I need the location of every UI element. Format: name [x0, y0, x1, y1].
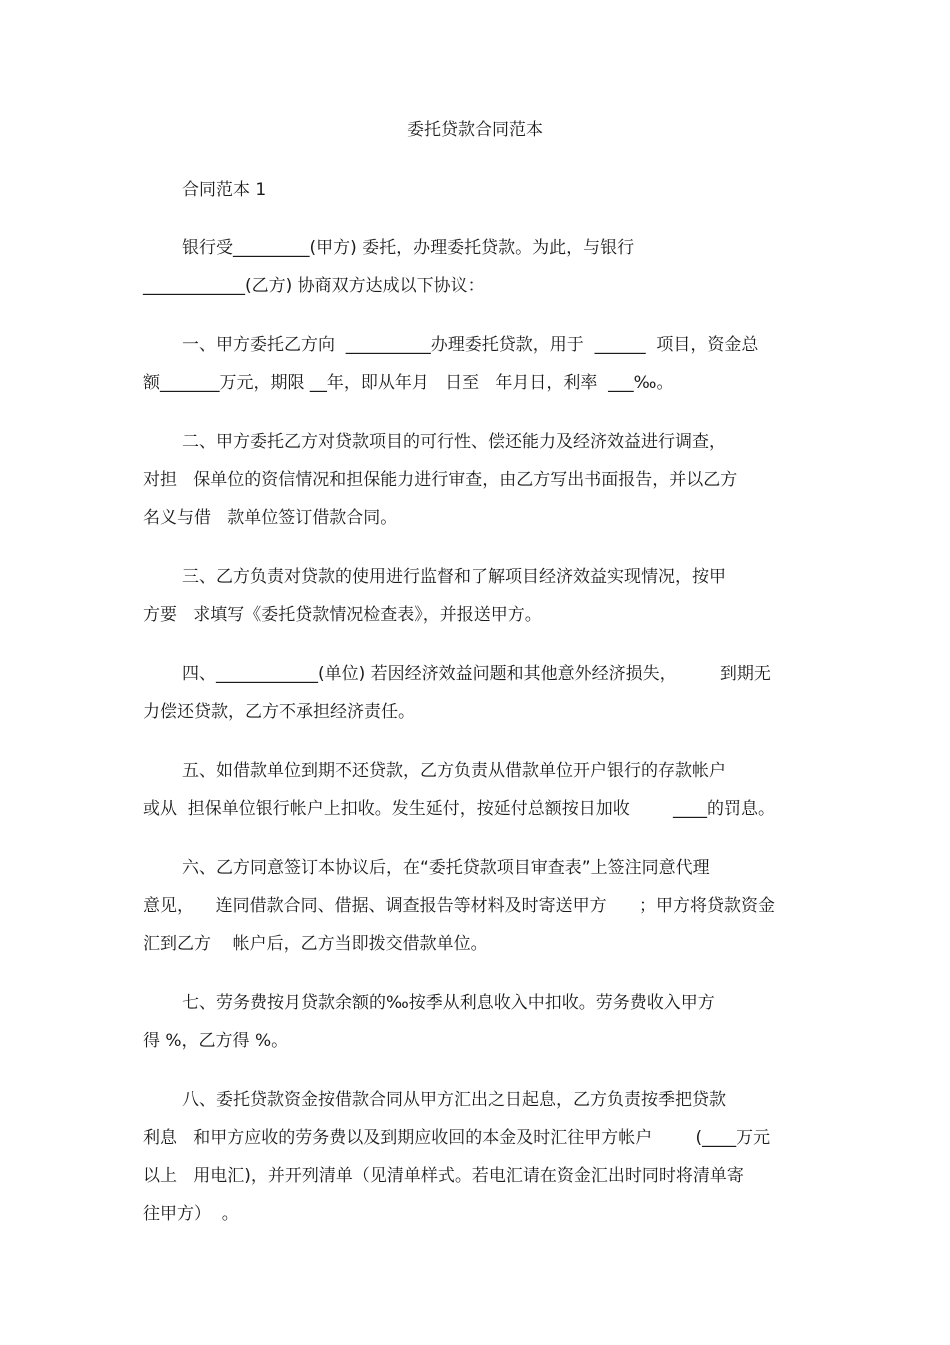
clause-6-line-3: 汇到乙方 帐户后，乙方当即拨交借款单位。: [143, 934, 488, 954]
clause-5-line-2: 或从 担保单位银行帐户上扣收。发生延付，按延付总额按日加收 ____的罚息。: [143, 799, 776, 819]
clause-1-line-1: 一、甲方委托乙方向 __________办理委托贷款，用于 ______ 项目，资金总: [182, 335, 759, 355]
clause-8-line-2: 利息 和甲方应收的劳务费以及到期应收回的本金及时汇往甲方帐户 (____万元: [143, 1128, 771, 1148]
subtitle: 合同范本 1: [182, 180, 267, 200]
clause-2-line-3: 名义与借 款单位签订借款合同。: [143, 508, 398, 528]
clause-1-line-2: 额_______万元，期限 __年，即从年月 日至 年月日，利率 ___‰。: [143, 373, 674, 393]
clause-2-line-2: 对担 保单位的资信情况和担保能力进行审查，由乙方写出书面报告，并以乙方: [143, 470, 738, 490]
clause-3-line-2: 方要 求填写《委托贷款情况检查表》，并报送甲方。: [143, 605, 542, 625]
clause-2-line-1: 二、甲方委托乙方对贷款项目的可行性、偿还能力及经济效益进行调查，: [182, 432, 726, 452]
clause-8-line-4: 往甲方） 。: [143, 1204, 239, 1224]
intro-line-1: 银行受_________(甲方) 委托，办理委托贷款。为此，与银行: [182, 238, 635, 258]
document-title: 委托贷款合同范本: [407, 120, 543, 140]
clause-6-line-2: 意见， 连同借款合同、借据、调查报告等材料及时寄送甲方 ；甲方将贷款资金: [143, 896, 776, 916]
clause-6-line-1: 六、乙方同意签订本协议后，在“委托贷款项目审查表”上签注同意代理: [182, 858, 710, 878]
clause-7-line-2: 得 %，乙方得 %。: [143, 1031, 289, 1051]
clause-8-line-1: 八、委托贷款资金按借款合同从甲方汇出之日起息，乙方负责按季把贷款: [182, 1090, 726, 1110]
clause-4-line-1: 四、____________(单位) 若因经济效益问题和其他意外经济损失， 到期无: [182, 664, 771, 684]
clause-4-line-2: 力偿还贷款，乙方不承担经济责任。: [143, 702, 415, 722]
clause-7-line-1: 七、劳务费按月贷款余额的‰按季从利息收入中扣收。劳务费收入甲方: [182, 993, 715, 1013]
intro-line-2: ____________(乙方) 协商双方达成以下协议：: [143, 276, 485, 296]
clause-8-line-3: 以上 用电汇)，并开列清单（见清单样式。若电汇请在资金汇出时同时将清单寄: [143, 1166, 744, 1186]
clause-3-line-1: 三、乙方负责对贷款的使用进行监督和了解项目经济效益实现情况，按甲: [182, 567, 726, 587]
clause-5-line-1: 五、如借款单位到期不还贷款，乙方负责从借款单位开户银行的存款帐户: [182, 761, 726, 781]
